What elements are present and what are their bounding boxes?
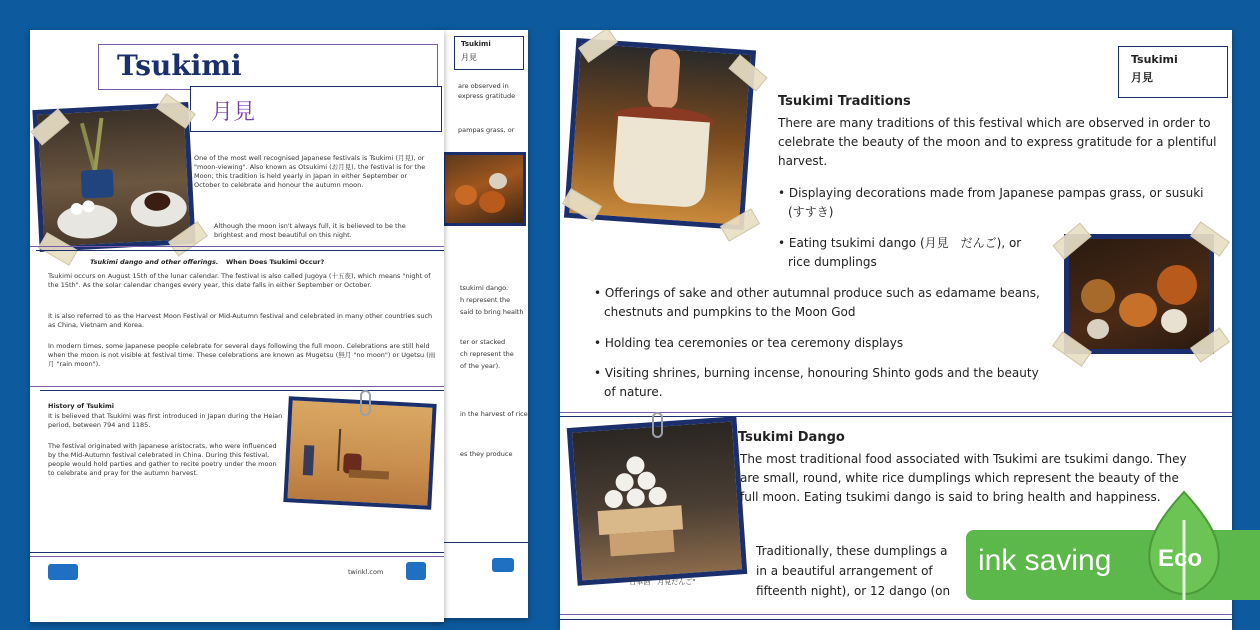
history-heading: History of Tsukimi [48, 402, 114, 410]
corner-label: Tsukimi [1131, 53, 1178, 66]
eco-label: Eco [1158, 545, 1203, 572]
paperclip-icon [652, 412, 663, 438]
footer-rule [560, 614, 1232, 615]
twinkl-logo-icon [48, 564, 78, 580]
intro-paragraph: One of the most well recognised Japanese festivals is Tsukimi (月見), or "moon-viewing". Also known as Otsukimi (お月見), the festival is for the Moon; this tradition is held yearly in Japan in either September or October to celebrate and honour the autumn moon. [194, 154, 426, 189]
page-title: Tsukimi [117, 49, 242, 82]
badge-logo-icon [406, 562, 426, 580]
back-pumpkins-photo [442, 152, 526, 226]
tradition-bullet: • Visiting shrines, burning incense, honouring Shinto gods and the beauty of nature. [594, 364, 1040, 402]
page-one [30, 30, 444, 622]
tradition-bullet: • Eating tsukimi dango (月見 だんご), or rice dumplings [778, 234, 1036, 272]
traditions-intro: There are many traditions of this festival which are observed in order to celebrate the beauty of the moon and to express gratitude for a plentiful harvest. [778, 116, 1217, 168]
when-paragraph: Tsukimi occurs on August 15th of the lunar calendar. The festival is also called Jugoya (十五夜), which means "night of the 15th". As the solar calendar changes every year, this date falls in either September or October. [48, 272, 431, 289]
intro-paragraph-2: Although the moon isn't always full, it is believed to be the brightest and most beautiful on this night. [214, 222, 406, 239]
dango-paragraph-2: Traditionally, these dumplings a [756, 544, 948, 558]
footer-rule [30, 556, 444, 557]
title-kanji: 月見 [211, 100, 256, 125]
back-logo-icon [492, 558, 514, 572]
corner-label-box [1118, 46, 1228, 98]
when-paragraph-2: It is also referred to as the Harvest Moon Festival or Mid-Autumn festival and celebrated in many other countries such as China, Vietnam and Korea. [48, 312, 433, 329]
when-paragraph-3: In modern times, some Japanese people celebrate for several days following the full moon. Celebrations are still held when the moon is not visible at festival time. These celebrations are known as Mugetsu (無月 "no moon") or Ugetsu (雨月 "rain moon"). [48, 342, 436, 368]
back-snip: h represent the [460, 296, 511, 304]
tradition-bullet: • Displaying decorations made from Japanese pampas grass, or susuki (すすき) [778, 184, 1208, 222]
dango-paragraph: The most traditional food associated with Tsukimi are tsukimi dango. They are small, round, white rice dumplings which represent the beauty of the full moon. Eating tsukimi dango is said to bring health and happiness. [740, 452, 1187, 504]
back-snip: are observed in [458, 82, 509, 90]
footer-text: twinkl.com [348, 568, 384, 576]
back-label: Tsukimi [461, 40, 491, 48]
dango-paragraph-2-line2: in a beautiful arrangement of [756, 564, 933, 578]
footer-rule [560, 619, 1232, 620]
back-snip: tsukimi dango. [460, 284, 509, 292]
dango-paragraph-2-line3: fifteenth night), or 12 dango (on [756, 584, 951, 598]
back-snip: said to bring health [460, 308, 524, 316]
back-page [436, 30, 528, 618]
section-rule [40, 390, 444, 391]
paperclip-icon [360, 390, 371, 416]
back-rule [436, 542, 528, 543]
back-snip: es they produce [460, 450, 513, 458]
photo-caption: Tsukimi dango and other offerings. [90, 258, 219, 266]
pumpkins-photo [1064, 234, 1214, 354]
footer-rule [30, 552, 444, 553]
tradition-bullet: • Holding tea ceremonies or tea ceremony displays [594, 334, 1040, 353]
dango-heading: Tsukimi Dango [738, 430, 845, 445]
back-snip: ch represent the [460, 350, 514, 358]
kanji-box [190, 86, 442, 132]
back-snip: ter or stacked [460, 338, 506, 346]
section-rule [30, 386, 444, 387]
section-rule [36, 250, 444, 251]
back-tsukimi-box [454, 36, 524, 70]
tradition-bullet: • Offerings of sake and other autumnal produce such as edamame beans, chestnuts and pumpkins to the Moon God [594, 284, 1040, 322]
back-snip: express gratitude [458, 92, 516, 100]
history-paragraph: It is believed that Tsukimi was first introduced in Japan during the Heian period, between 794 and 1185. [48, 412, 283, 429]
back-kanji: 月見 [461, 53, 477, 62]
title-box [98, 44, 438, 90]
traditions-heading: Tsukimi Traditions [778, 94, 911, 109]
back-snip: of the year). [460, 362, 501, 370]
corner-kanji: 月見 [1131, 71, 1153, 84]
section-rule [30, 246, 444, 247]
back-snip: pampas grass, or [458, 126, 515, 134]
dango-pyramid-photo [567, 416, 748, 585]
history-paragraph-2: The festival originated with Japanese aristocrats, who were influenced by the Mid-Autumn festival celebrated in China. During this festival, people would hold parties and gather to recite poetry under the moon to celebrate and pray for the autumn harvest. [48, 442, 277, 477]
ink-saving-text: ink saving [978, 544, 1112, 577]
when-heading: When Does Tsukimi Occur? [226, 258, 325, 266]
back-snip: in the harvest of rice [460, 410, 528, 418]
dango-caption: "日本酒 月見だんご" [626, 578, 696, 586]
